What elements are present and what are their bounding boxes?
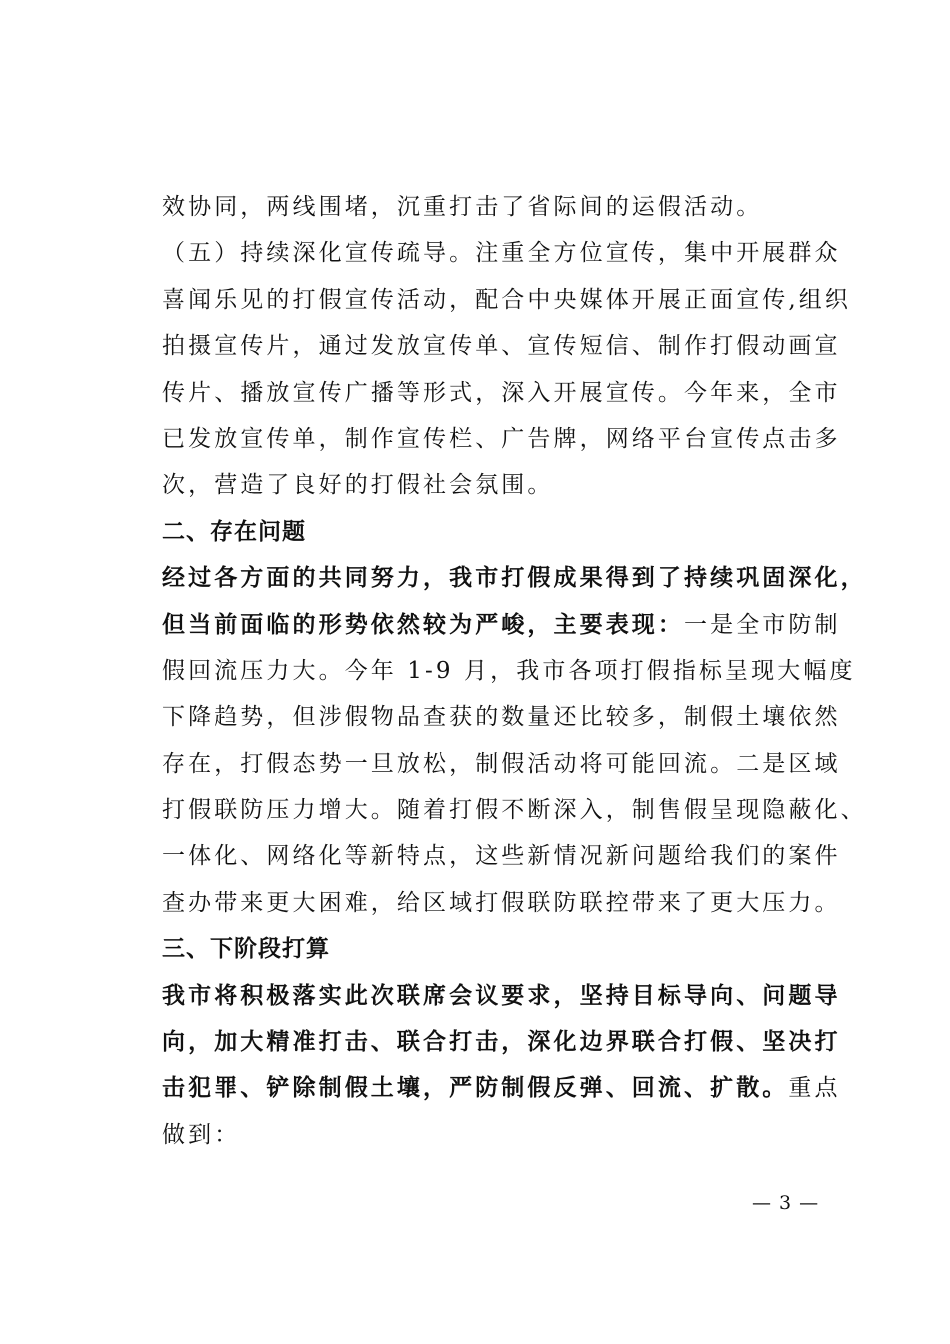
paragraph-line: 但当前面临的形势依然较为严峻，主要表现：一是全市防制 (162, 611, 841, 638)
paragraph-line: 传片、播放宣传广播等形式，深入开展宣传。今年来，全市 (162, 379, 841, 406)
paragraph-line: 向，加大精准打击、联合打击，深化边界联合打假、坚决打 (162, 1029, 841, 1056)
paragraph-line: 打假联防压力增大。随着打假不断深入，制售假呈现隐蔽化、 (162, 797, 867, 824)
paragraph-line: 我市将积极落实此次联席会议要求，坚持目标导向、问题导 (162, 982, 841, 1009)
page-number: — 3 — (752, 1192, 820, 1214)
paragraph-line: 假回流压力大。今年 1-9 月，我市各项打假指标呈现大幅度 (162, 657, 856, 684)
paragraph-line: 做到： (162, 1121, 241, 1148)
paragraph-line: 已发放宣传单，制作宣传栏、广告牌，网络平台宣传点击多 (162, 425, 841, 452)
section-heading-next-steps: 三、下阶段打算 (162, 936, 330, 963)
paragraph-line: 一体化、网络化等新特点，这些新情况新问题给我们的案件 (162, 843, 841, 870)
paragraph-line: 存在，打假态势一旦放松，制假活动将可能回流。二是区域 (162, 750, 841, 777)
paragraph-line: 喜闻乐见的打假宣传活动，配合中央媒体开展正面宣传,组织 (162, 286, 852, 313)
paragraph-line: 下降趋势，但涉假物品查获的数量还比较多，制假土壤依然 (162, 704, 841, 731)
paragraph-line: 击犯罪、铲除制假土壤，严防制假反弹、回流、扩散。重点 (162, 1075, 841, 1102)
paragraph-line: 次，营造了良好的打假社会氛围。 (162, 472, 554, 499)
section-heading-problems: 二、存在问题 (162, 518, 306, 545)
paragraph-line: 经过各方面的共同努力，我市打假成果得到了持续巩固深化， (162, 565, 867, 592)
paragraph-line: 拍摄宣传片，通过发放宣传单、宣传短信、制作打假动画宣 (162, 333, 841, 360)
paragraph-line: 查办带来更大困难，给区域打假联防联控带来了更大压力。 (162, 889, 841, 916)
paragraph-line: 效协同，两线围堵，沉重打击了省际间的运假活动。 (162, 194, 763, 220)
paragraph-line: （五）持续深化宣传疏导。注重全方位宣传，集中开展群众 (162, 240, 841, 267)
body-text (162, 184, 867, 1158)
